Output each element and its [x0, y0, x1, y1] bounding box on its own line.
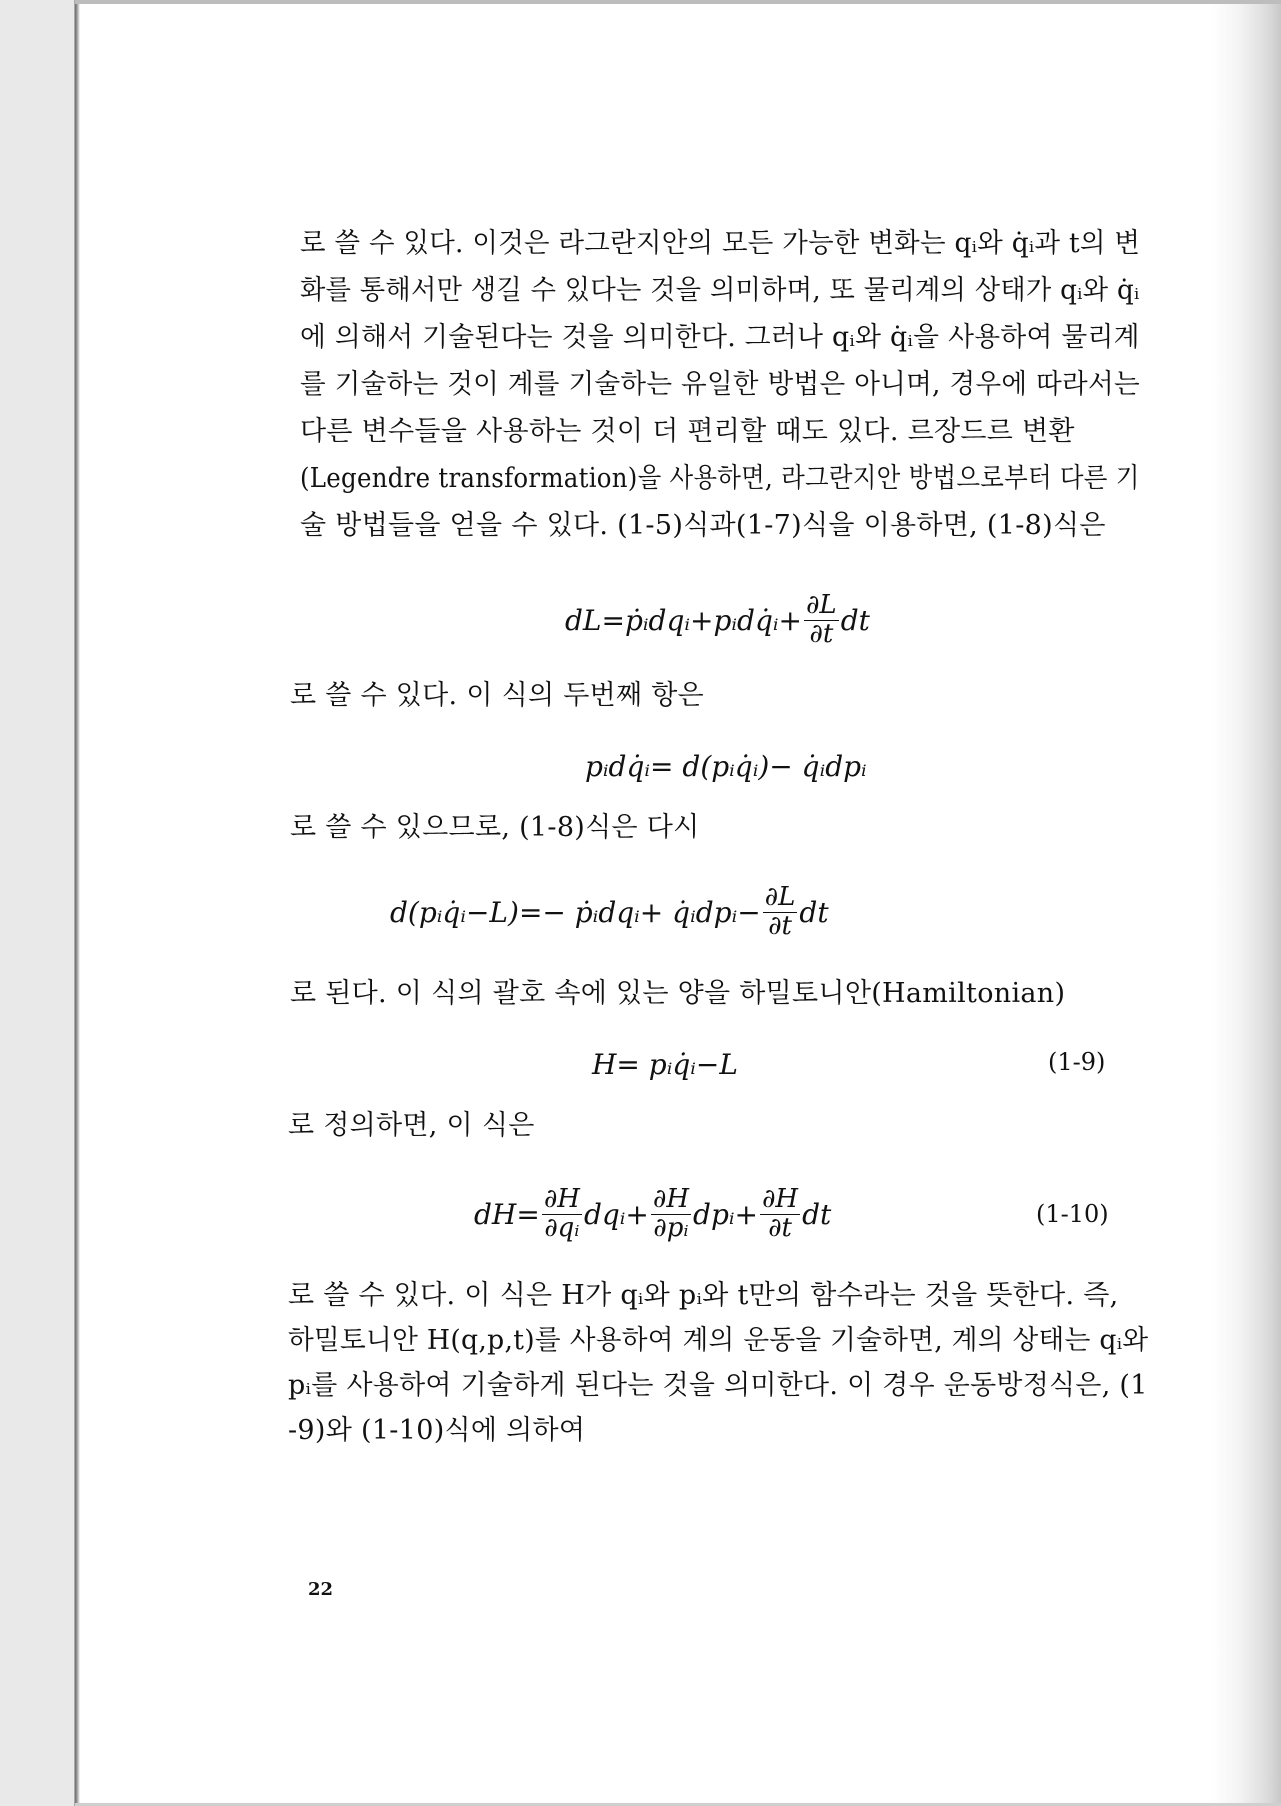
paragraph-6-line-3: pᵢ를 사용하여 기술하게 된다는 것을 의미한다. 이 경우 운동방정식은, (1: [288, 1370, 1148, 1401]
paragraph-1-line-3: 에 의해서 기술된다는 것을 의미한다. 그러나 qᵢ와 q̇ᵢ을 사용하여 물리계: [300, 322, 1140, 353]
paragraph-1-line-6: (Legendre transformation)을 사용하면, 라그란지안 방법으로부터 다른 기: [300, 463, 1140, 494]
equation-dL-terms: ṗᵢdqᵢ+pᵢdq̇ᵢ+: [624, 603, 802, 637]
paragraph-6-line-4: -9)와 (1-10)식에 의하여: [288, 1415, 586, 1446]
paragraph-6-line-2: 하밀토니안 H(q,p,t)를 사용하여 계의 운동을 기술하면, 계의 상태는 qᵢ와: [288, 1325, 1149, 1356]
equation-dH-number: (1-10): [1036, 1200, 1109, 1228]
equation-dL-lhs: dL=: [565, 603, 625, 637]
equation-dH-mid-1: dqᵢ+: [583, 1197, 649, 1231]
equation-dL-fraction: [804, 592, 839, 648]
equation-dH-lhs: dH=: [474, 1197, 540, 1231]
equation-dH-fraction-1: [542, 1186, 582, 1242]
paragraph-1-line-2: 화를 통해서만 생길 수 있다는 것을 의미하며, 또 물리계의 상태가 qᵢ와 q̇ᵢ: [300, 275, 1140, 306]
paragraph-1: [300, 230, 1140, 560]
equation-dH-fraction-3-denominator: ∂t: [768, 1212, 792, 1243]
paragraph-6-line-1: 로 쓸 수 있다. 이 식은 H가 qᵢ와 pᵢ와 t만의 함수라는 것을 뜻한다. 즉,: [288, 1280, 1119, 1311]
equation-dpL-fraction-denominator: ∂t: [768, 910, 792, 941]
equation-dpL-tail: dt: [799, 895, 829, 929]
equation-dpL: [390, 880, 829, 944]
equation-H: [592, 1044, 738, 1084]
equation-dH-fraction-2: [651, 1186, 691, 1242]
equation-pdq: [585, 746, 867, 786]
equation-dpL-fraction: [763, 884, 798, 940]
equation-dH: [474, 1180, 831, 1248]
equation-dH-fraction-3: [760, 1186, 800, 1242]
paragraph-3-text: 로 쓸 수 있으므로, (1-8)식은 다시: [290, 812, 700, 843]
paragraph-2: [290, 682, 1090, 718]
equation-dL-fraction-denominator: ∂t: [809, 618, 834, 649]
paragraph-1-line-4: 를 기술하는 것이 계를 기술하는 유일한 방법은 아니며, 경우에 따라서는: [300, 369, 1140, 400]
paragraph-1-line-7: 술 방법들을 얻을 수 있다. (1-5)식과(1-7)식을 이용하면, (1-8)식은: [300, 510, 1106, 541]
equation-dH-fraction-2-numerator: ∂H: [652, 1184, 690, 1215]
equation-H-text: H= pᵢq̇ᵢ−L: [592, 1047, 738, 1081]
paragraph-1-line-1: 로 쓸 수 있다. 이것은 라그란지안의 모든 가능한 변화는 qᵢ와 q̇ᵢ과 t의 변: [300, 228, 1141, 259]
paragraph-4: [290, 980, 1150, 1016]
paragraph-3: [290, 814, 1090, 850]
equation-dH-fraction-2-denominator: ∂pᵢ: [653, 1212, 689, 1243]
equation-dL-fraction-numerator: ∂L: [805, 590, 837, 621]
equation-dL: [565, 590, 870, 650]
equation-dL-tail: dt: [840, 603, 870, 637]
equation-dpL-fraction-numerator: ∂L: [764, 882, 796, 913]
paragraph-5-text: 로 정의하면, 이 식은: [288, 1110, 535, 1141]
paragraph-6: [288, 1282, 1148, 1472]
page-top-edge: [75, 0, 1281, 4]
paragraph-2-text: 로 쓸 수 있다. 이 식의 두번째 항은: [290, 680, 705, 711]
equation-dH-tail: dt: [802, 1197, 832, 1231]
equation-H-number: (1-9): [1048, 1048, 1106, 1076]
paragraph-5: [288, 1112, 1088, 1148]
equation-dH-fraction-1-denominator: ∂qᵢ: [544, 1212, 580, 1243]
paragraph-4-text: 로 된다. 이 식의 괄호 속에 있는 양을 하밀토니안(Hamiltonian): [290, 978, 1066, 1009]
page-number: 22: [308, 1579, 334, 1600]
equation-dH-fraction-3-numerator: ∂H: [761, 1184, 799, 1215]
equation-pdq-text: pᵢdq̇ᵢ= d(pᵢq̇ᵢ)− q̇ᵢdpᵢ: [585, 749, 867, 783]
equation-dpL-lhs: d(pᵢq̇ᵢ−L)=− ṗᵢdqᵢ+ q̇ᵢdpᵢ−: [390, 895, 761, 929]
page-left-edge: [0, 0, 80, 1806]
page-right-edge: [1211, 0, 1281, 1806]
paragraph-1-line-5: 다른 변수들을 사용하는 것이 더 편리할 때도 있다. 르장드르 변환: [300, 416, 1075, 447]
equation-dH-fraction-1-numerator: ∂H: [543, 1184, 580, 1215]
equation-dH-mid-2: dpᵢ+: [693, 1197, 758, 1231]
